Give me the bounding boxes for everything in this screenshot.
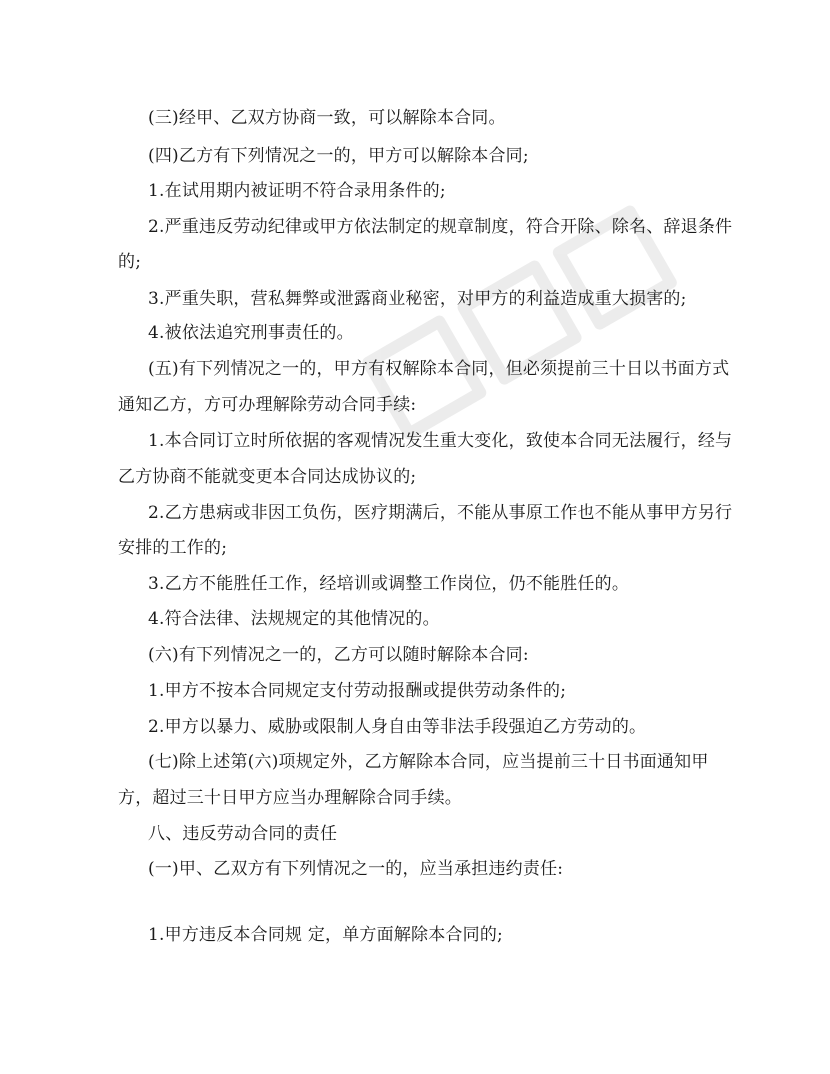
paragraph-line: (四)乙方有下列情况之一的，甲方可以解除本合同;: [148, 146, 529, 166]
section-heading: 八、违反劳动合同的责任: [148, 824, 338, 844]
paragraph-line: 3.乙方不能胜任工作，经培训或调整工作岗位，仍不能胜任的。: [148, 574, 630, 594]
paragraph-line: 3.严重失职，营私舞弊或泄露商业秘密，对甲方的利益造成重大损害的;: [148, 289, 687, 309]
paragraph-line: (五)有下列情况之一的，甲方有权解除本合同，但必须提前三十日以书面方式: [148, 359, 730, 379]
paragraph-line: 的;: [118, 252, 142, 272]
paragraph-line: 1.甲方违反本合同规 定，单方面解除本合同的;: [148, 925, 503, 945]
paragraph-line: 1.本合同订立时所依据的客观情况发生重大变化，致使本合同无法履行，经与: [148, 431, 733, 451]
paragraph-line: (三)经甲、乙双方协商一致，可以解除本合同。: [148, 108, 506, 128]
paragraph-line: (七)除上述第(六)项规定外，乙方解除本合同，应当提前三十日书面通知甲: [148, 752, 709, 772]
paragraph-line: (一)甲、乙双方有下列情况之一的，应当承担违约责任:: [148, 859, 564, 879]
paragraph-line: 1.甲方不按本合同规定支付劳动报酬或提供劳动条件的;: [148, 681, 567, 701]
paragraph-line: 方，超过三十日甲方应当办理解除合同手续。: [118, 788, 462, 808]
paragraph-line: 通知乙方，方可办理解除劳动合同手续:: [118, 395, 417, 415]
paragraph-line: 安排的工作的;: [118, 538, 228, 558]
paragraph-line: 1.在试用期内被证明不符合录用条件的;: [148, 181, 446, 201]
paragraph-line: (六)有下列情况之一的，乙方可以随时解除本合同:: [148, 645, 529, 665]
paragraph-line: 4.被依法追究刑事责任的。: [148, 323, 354, 343]
paragraph-line: 4.符合法律、法规规定的其他情况的。: [148, 609, 440, 629]
paragraph-line: 2.甲方以暴力、威胁或限制人身自由等非法手段强迫乙方劳动的。: [148, 717, 647, 737]
paragraph-line: 2.乙方患病或非因工负伤，医疗期满后，不能从事原工作也不能从事甲方另行: [148, 503, 733, 523]
paragraph-line: 2.严重违反劳动纪律或甲方依法制定的规章制度，符合开除、除名、辞退条件: [148, 217, 733, 237]
paragraph-line: 乙方协商不能就变更本合同达成协议的;: [118, 467, 417, 487]
